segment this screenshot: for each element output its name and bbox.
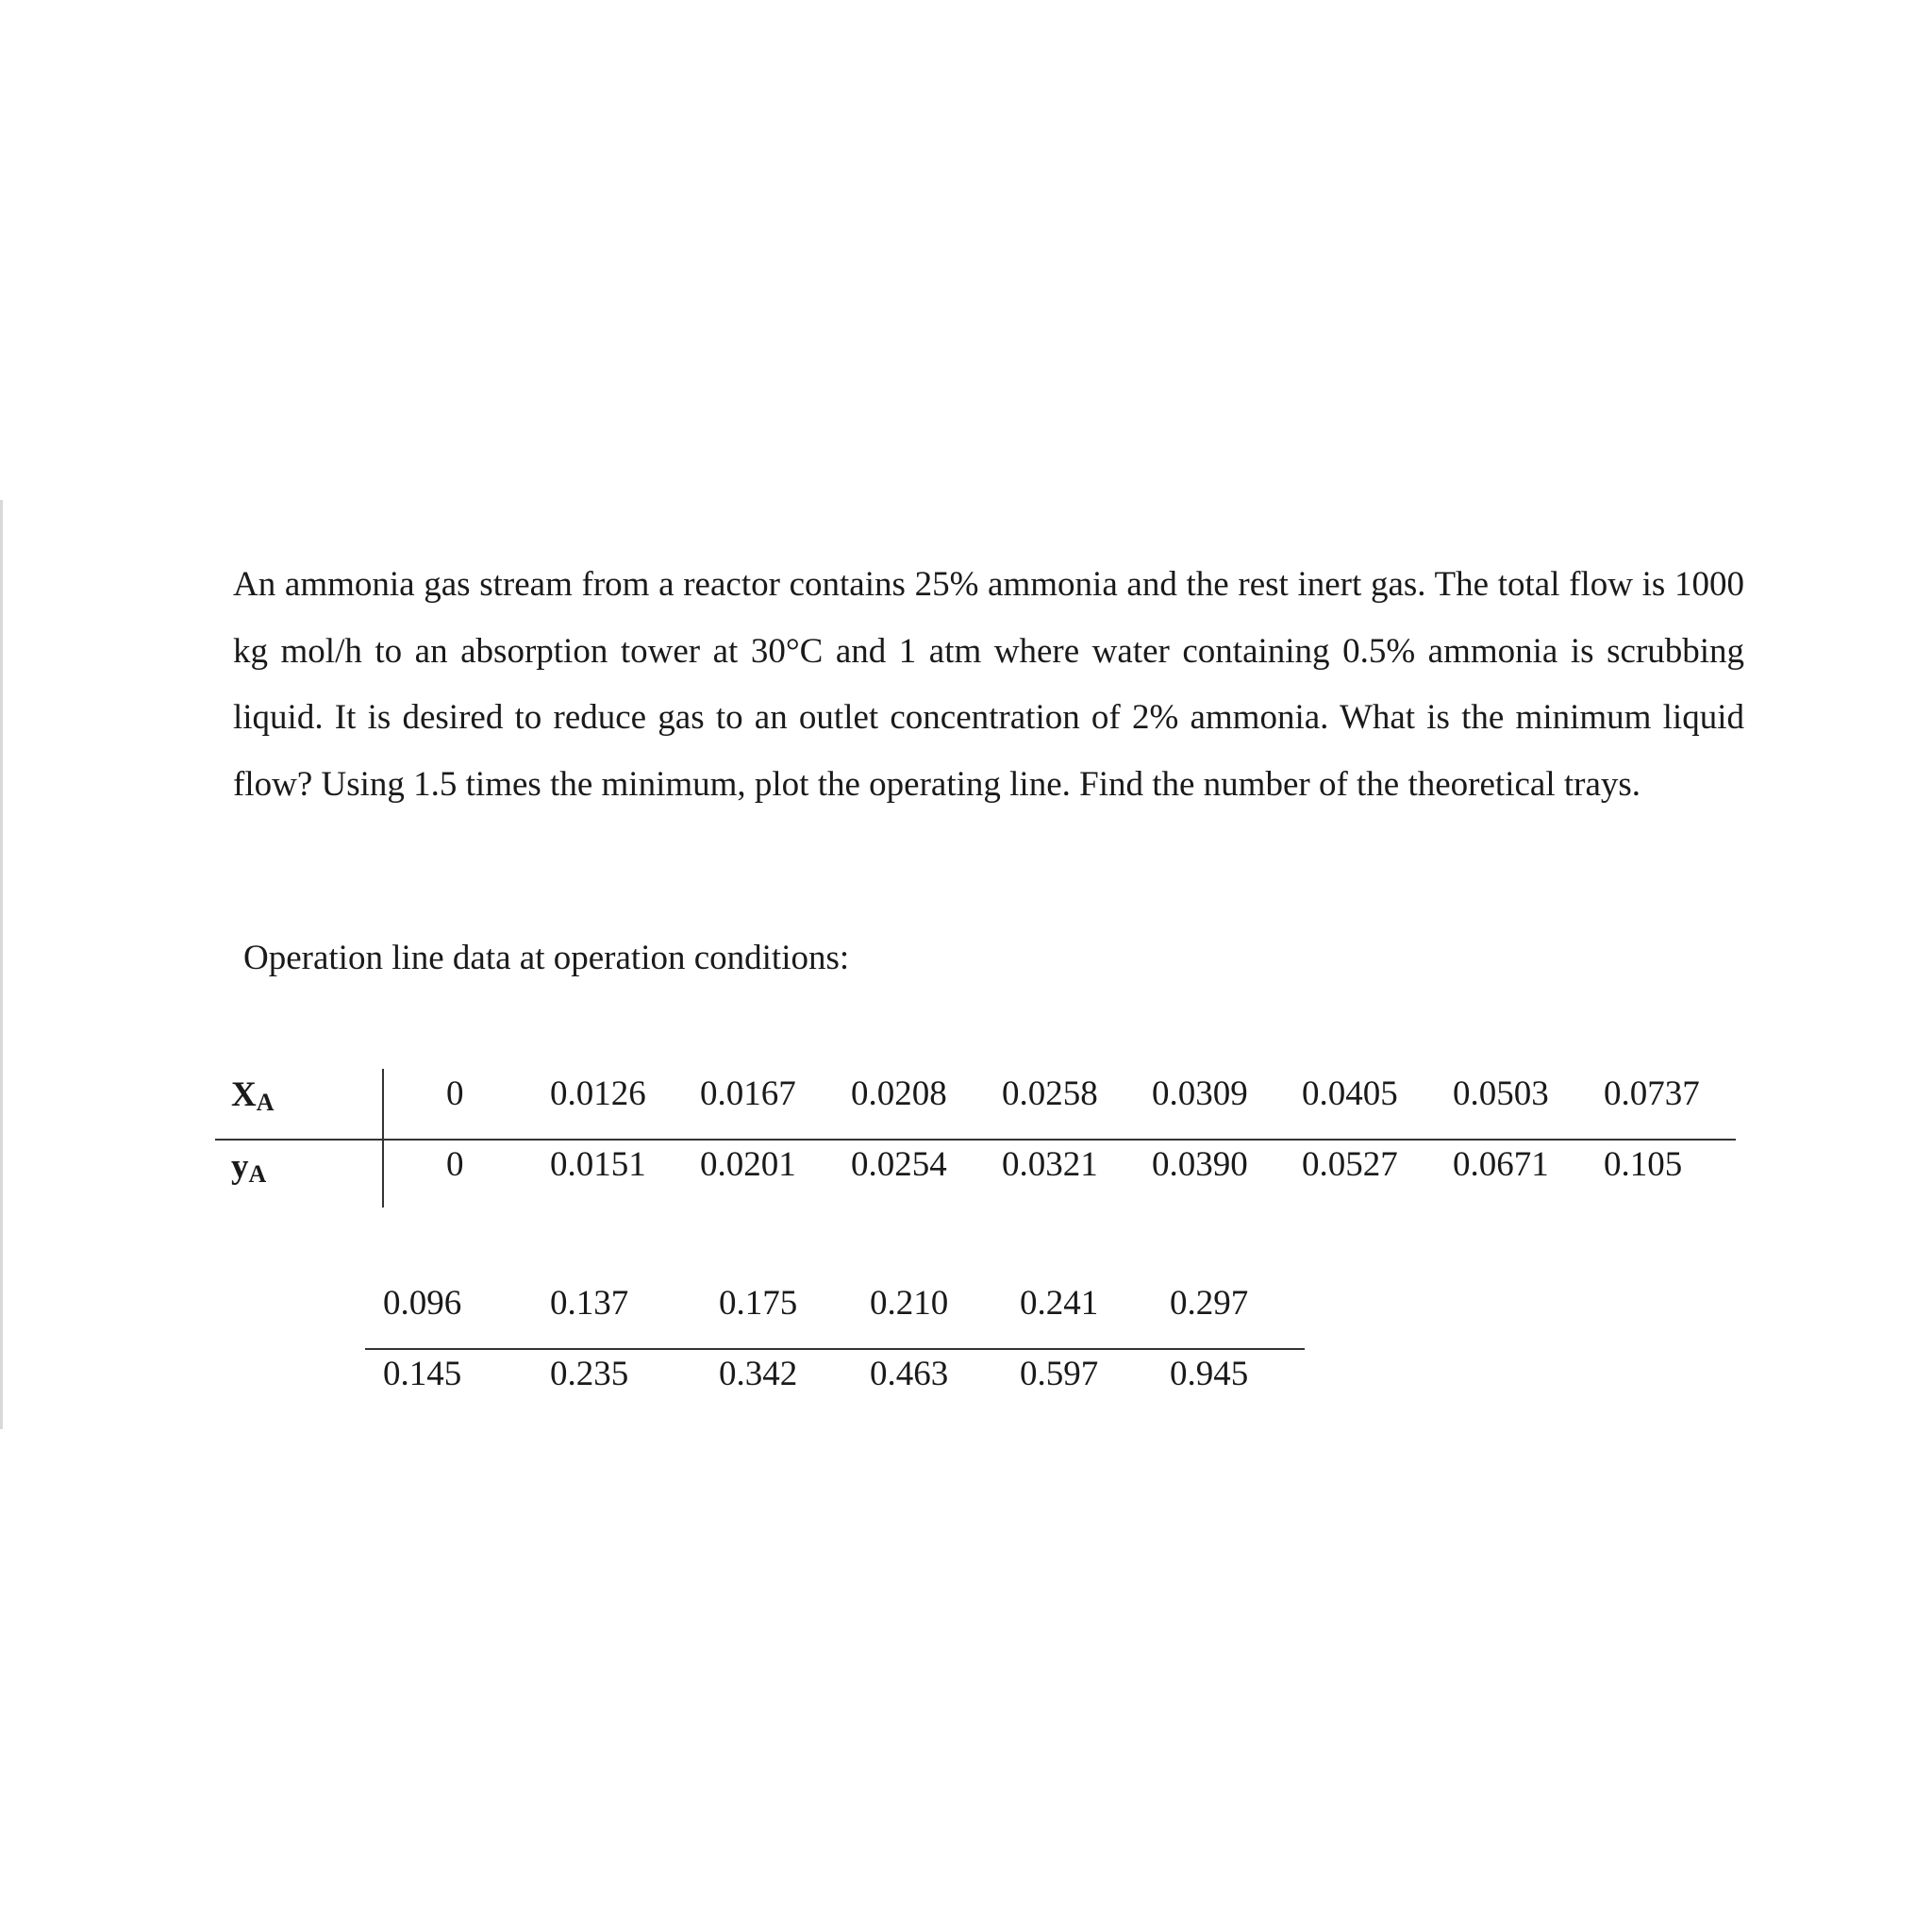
- table-cell: 0.105: [1604, 1145, 1683, 1184]
- table-cell: 0.0208: [851, 1074, 947, 1113]
- table-cell: 0.0737: [1604, 1074, 1700, 1113]
- table-cell: 0.096: [383, 1284, 462, 1323]
- page-edge: [0, 500, 3, 1429]
- table-cell: 0.0527: [1302, 1145, 1398, 1184]
- table-cell: 0.137: [550, 1284, 629, 1323]
- table-cell: 0.0405: [1302, 1074, 1398, 1113]
- table-cell: 0.175: [719, 1284, 798, 1323]
- x-a-header: [231, 1073, 275, 1125]
- problem-statement: An ammonia gas stream from a reactor contains 25% ammonia and the rest inert gas. The total flow is 1000 kg mol/h to an absorption tower at 30°C and 1 atm where water containing 0.5% ammonia is scrubbing liquid. It is desired to reduce gas to an outlet concentration of 2% ammonia. What is the minimum liquid flow? Using 1.5 times the minimum, plot the operating line. Find the number of the theoretical trays.: [233, 565, 1744, 804]
- table-cell: 0.0390: [1152, 1145, 1248, 1184]
- table-cell: 0.297: [1170, 1284, 1249, 1323]
- table-cell: 0.0258: [1002, 1074, 1098, 1113]
- table-cell: 0.0126: [550, 1074, 646, 1113]
- table-1-horizontal-rule: [215, 1139, 1736, 1141]
- table-cell: 0.0151: [550, 1145, 646, 1184]
- table-cell: 0.463: [870, 1355, 949, 1393]
- x-a-symbol: X: [231, 1075, 257, 1114]
- table-cell: 0.0321: [1002, 1145, 1098, 1184]
- y-a-subscript: A: [248, 1160, 267, 1188]
- table-cell: 0.0671: [1453, 1145, 1549, 1184]
- table-cell: 0.945: [1170, 1355, 1249, 1393]
- table-cell: 0.0201: [700, 1145, 796, 1184]
- table-cell: 0.241: [1020, 1284, 1099, 1323]
- table-caption: Operation line data at operation conditions:: [243, 939, 850, 977]
- table-cell: 0.342: [719, 1355, 798, 1393]
- table-1-vertical-rule: [382, 1069, 384, 1208]
- table-cell: 0.0167: [700, 1074, 796, 1113]
- x-a-subscript: A: [256, 1089, 275, 1116]
- table-cell: 0.0254: [851, 1145, 947, 1184]
- table-cell: 0: [446, 1145, 464, 1184]
- table-cell: 0.597: [1020, 1355, 1099, 1393]
- table-cell: 0.145: [383, 1355, 462, 1393]
- table-2-horizontal-rule: [365, 1348, 1305, 1350]
- table-cell: 0.0309: [1152, 1074, 1248, 1113]
- table-cell: 0.210: [870, 1284, 949, 1323]
- table-cell: 0: [446, 1074, 464, 1113]
- table-cell: 0.0503: [1453, 1074, 1549, 1113]
- table-cell: 0.235: [550, 1355, 629, 1393]
- y-a-symbol: y: [231, 1147, 249, 1186]
- y-a-header: [231, 1144, 266, 1197]
